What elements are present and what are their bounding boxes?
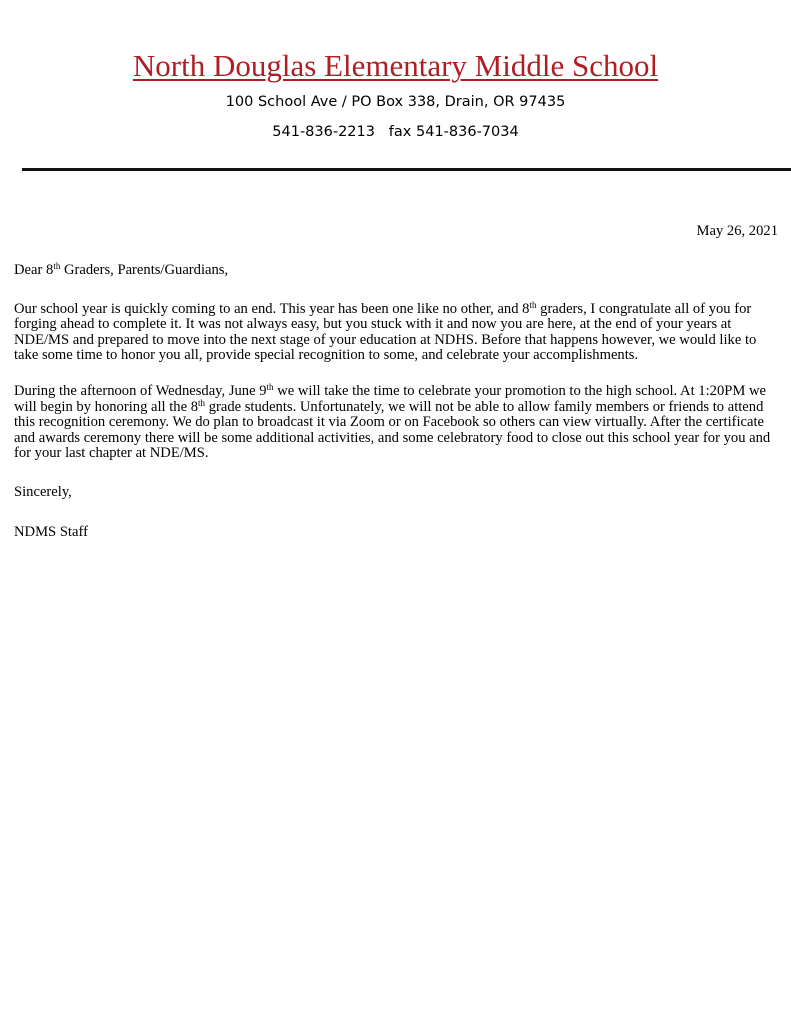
salutation-text: Dear 8 [14, 262, 54, 279]
school-address: 100 School Ave / PO Box 338, Drain, OR 97435 [225, 94, 566, 110]
paragraph-1 [14, 299, 778, 364]
paragraph-1-text-rest: graders, I congratulate all of you for forging ahead to complete it. It was not always easy, but you stuck with it and now you are here, at the end of your years at NDE/MS and prepared to move into the next stage of your education at NDHS. Before that happens however, we would like to take some time to honor you all, provide special recognition to some, and celebrate your accomplishments. [14, 300, 757, 364]
ordinal-suffix: th [529, 299, 537, 310]
ordinal-suffix: th [198, 397, 206, 408]
letter-body [14, 224, 778, 540]
paragraph-2-text: During the afternoon of Wednesday, June 9 [14, 383, 267, 400]
salutation [14, 263, 778, 278]
paragraph-2-text-middle: we will take the time to celebrate your promotion to the high school. At 1:20PM we will begin by honoring all the 8 [14, 383, 766, 415]
salutation-text-rest: Graders, Parents/Guardians, [60, 262, 229, 279]
paragraph-2 [14, 384, 778, 461]
letter-closing: Sincerely, [14, 484, 72, 501]
letterhead-divider [22, 168, 791, 171]
ordinal-suffix: th [266, 382, 274, 393]
letter-date: May 26, 2021 [696, 223, 778, 239]
paragraph-2-text-rest: grade students. Unfortunately, we will not be able to allow family members or friends to attend this recognition ceremony. We do plan to broadcast it via Zoom or on Facebook so others can view virtually. After the certificate and awards ceremony there will be some additional activities, and some celebratory food to close out this school year for you and for your last chapter at NDE/MS. [14, 398, 771, 462]
paragraph-1-text: Our school year is quickly coming to an end. This year has been one like no other, and 8 [14, 300, 530, 317]
ordinal-suffix: th [53, 261, 61, 272]
school-phone-fax: 541-836-2213 fax 541-836-7034 [272, 124, 519, 140]
school-name-heading: North Douglas Elementary Middle School [132, 48, 659, 83]
letter-signature: NDMS Staff [14, 523, 88, 540]
